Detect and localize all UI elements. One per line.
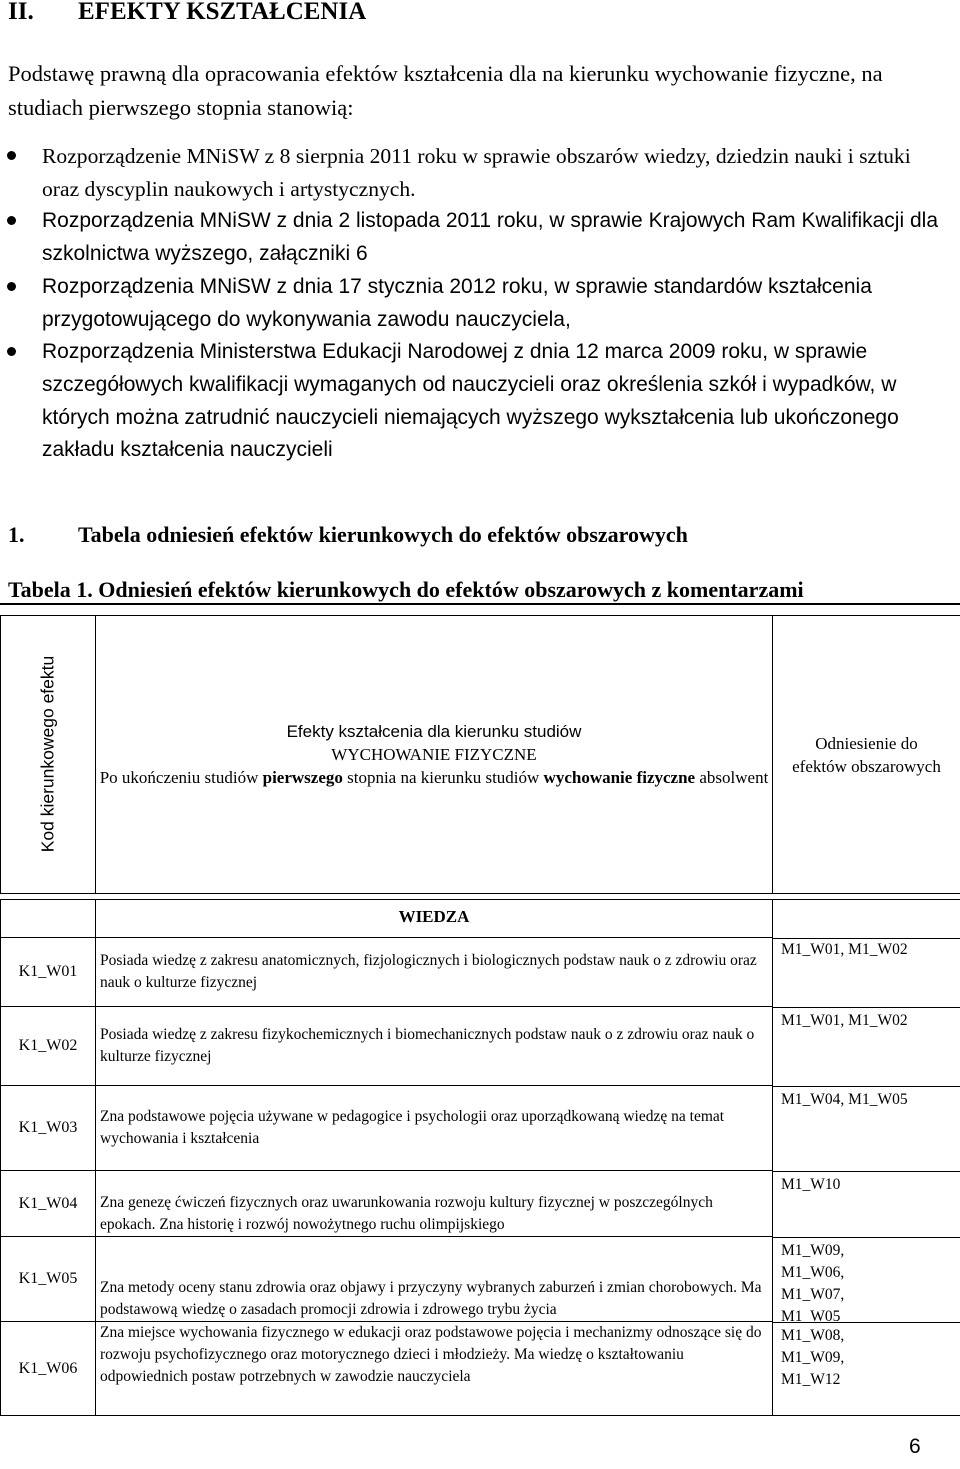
reference-column <box>773 900 960 1416</box>
effect-description: Zna miejsce wychowania fizycznego w edukacji oraz podstawowe pojęcia i mechanizmy odnoszące się do rozwoju psychofizycznego oraz motorycznego dzieci i młodzieży. Ma wiedzę o kształtowaniu odpowiednich postaw potrzebnych w zawodzie nauczyciela <box>96 1322 773 1416</box>
divider <box>0 603 960 605</box>
list-item <box>0 336 950 467</box>
page-number: 6 <box>909 1435 921 1458</box>
effect-description: Posiada wiedzę z zakresu anatomicznych, fizjologicznych i biologicznych podstaw nauk o z zdrowiu oraz nauk o kulturze fizycznej <box>96 938 773 1007</box>
section-number: 1. <box>8 522 25 547</box>
effect-description: Zna metody oceny stanu zdrowia oraz objawy i przyczyny wybranych zaburzeń i zmian chorobowych. Ma podstawową wiedzę o zasadach promocji zdrowia i zdrowego trybu życia <box>96 1237 773 1322</box>
list-item <box>0 205 950 270</box>
bullet-icon <box>7 347 16 356</box>
legal-basis-list <box>0 140 950 467</box>
reference-value: M1_W10 <box>781 1176 841 1193</box>
header-code-column <box>1 616 96 894</box>
chapter-number: II. <box>8 0 34 25</box>
section-heading <box>8 522 688 548</box>
effect-code: K1_W06 <box>1 1322 96 1416</box>
header-reference-column <box>773 616 960 894</box>
reference-value: M1_W09, M1_W06, M1_W07, M1_W05 <box>781 1242 845 1325</box>
list-item <box>0 140 950 205</box>
list-item-text: Rozporządzenia Ministerstwa Edukacji Narodowej z dnia 12 marca 2009 roku, w sprawie szczegółowych kwalifikacji wymaganych od nauczycieli oraz określenia szkół i wypadków, w których można zatrudnić nauczycieli niemających wyższego wykształcenia lub ukończonego zakładu kształcenia nauczycieli <box>42 340 899 462</box>
bullet-icon <box>7 216 16 225</box>
effect-code: K1_W01 <box>1 938 96 1007</box>
effect-code: K1_W03 <box>1 1086 96 1171</box>
reference-column-label: Odniesienie do efektów obszarowych <box>792 733 941 776</box>
bullet-icon <box>7 282 16 291</box>
effects-header-line-3: Po ukończeniu studiów pierwszego stopnia na kierunku studiów wychowanie fizyczne absolwent <box>99 768 769 787</box>
table-caption: Tabela 1. Odniesień efektów kierunkowych do efektów obszarowych z komentarzami <box>8 577 804 602</box>
bullet-icon <box>7 151 16 160</box>
list-item-text: Rozporządzenie MNiSW z 8 sierpnia 2011 roku w sprawie obszarów wiedzy, dziedzin nauki i sztuki oraz dyscyplin naukowych i artystycznych. <box>42 144 911 201</box>
effects-table <box>0 899 960 1416</box>
section-label-wiedza: WIEDZA <box>96 900 773 938</box>
effect-code: K1_W02 <box>1 1007 96 1086</box>
code-column-label: Kod kierunkowego efektu <box>37 655 58 853</box>
reference-value: M1_W08, M1_W09, M1_W12 <box>781 1327 845 1388</box>
chapter-title: EFEKTY KSZTAŁCENIA <box>78 0 367 25</box>
reference-value: M1_W04, M1_W05 <box>781 1091 908 1108</box>
effects-header-line-2: WYCHOWANIE FIZYCZNE <box>331 745 537 764</box>
chapter-heading <box>8 0 366 26</box>
effect-description: Posiada wiedzę z zakresu fizykochemicznych i biomechanicznych podstaw nauk o z zdrowiu oraz nauk o kulturze fizycznej <box>96 1007 773 1086</box>
effect-description: Zna podstawowe pojęcia używane w pedagogice i psychologii oraz uporządkowaną wiedzę na temat wychowania i kształcenia <box>96 1086 773 1171</box>
effect-code: K1_W04 <box>1 1171 96 1237</box>
table-header <box>0 615 960 894</box>
section-title: Tabela odniesień efektów kierunkowych do efektów obszarowych <box>78 522 688 547</box>
reference-value: M1_W01, M1_W02 <box>781 941 908 958</box>
reference-value: M1_W01, M1_W02 <box>781 1012 908 1029</box>
intro-paragraph: Podstawę prawną dla opracowania efektów kształcenia dla na kierunku wychowanie fizyczne, na studiach pierwszego stopnia stanowią: <box>8 61 883 120</box>
effect-code: K1_W05 <box>1 1237 96 1322</box>
list-item-text: Rozporządzenia MNiSW z dnia 17 stycznia 2012 roku, w sprawie standardów kształcenia przygotowującego do wykonywania zawodu nauczyciela, <box>42 274 872 331</box>
effects-header-line-1: Efekty kształcenia dla kierunku studiów <box>286 722 582 741</box>
header-effects-column <box>96 616 773 894</box>
list-item <box>0 271 950 336</box>
effect-description: Zna genezę ćwiczeń fizycznych oraz uwarunkowania rozwoju kultury fizycznej w poszczególnych epokach. Zna historię i rozwój nowożytnego ruchu olimpijskiego <box>96 1171 773 1237</box>
list-item-text: Rozporządzenia MNiSW z dnia 2 listopada 2011 roku, w sprawie Krajowych Ram Kwalifikacji dla szkolnictwa wyższego, załączniki 6 <box>42 209 938 266</box>
table-row <box>1 900 960 938</box>
